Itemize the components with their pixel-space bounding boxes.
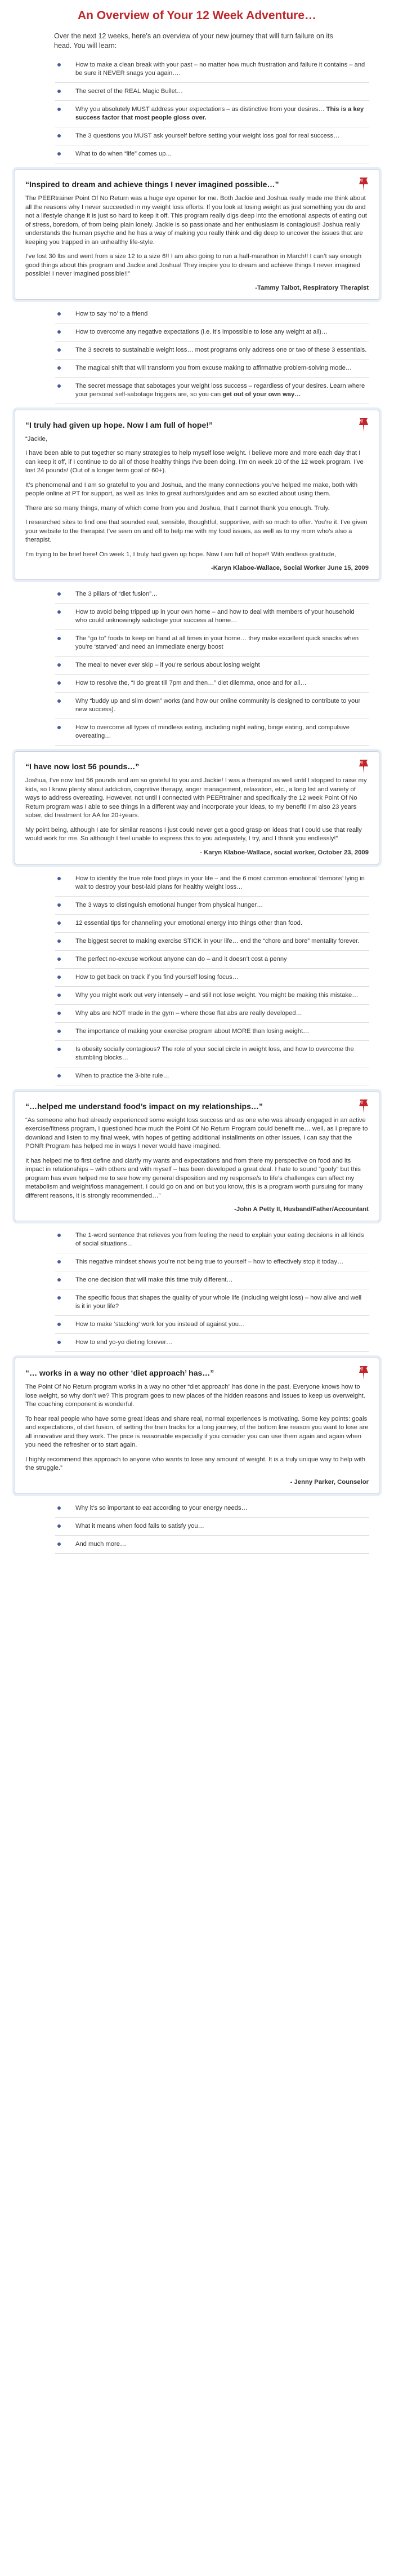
- list-item-text: Why abs are NOT made in the gym – where those flat abs are really developed…: [75, 1009, 302, 1017]
- list-item: [55, 1289, 369, 1316]
- list-item-text: The 3 secrets to sustainable weight loss… most programs only address one or two of these 3 essentials.: [75, 346, 367, 353]
- page: [6, 0, 388, 1554]
- list-item-text: How to identify the true role food plays in your life – and the 6 most common emotional ‘demons’ lying in wait to destroy your best-laid plans for healthy weight loss…: [75, 875, 365, 890]
- testimonial-signature: - Karyn Klaboe-Wallace, social worker, October 23, 2009: [200, 849, 369, 856]
- testimonial-paragraph: It has helped me to first define and clarify my wants and expectations and from there my perspective on food and its impact in relationships – with others and with myself – has been developed a great deal. I hate to sound “goofy” but this program has even helped me to see how my general disposition and my response/s to life’s challenges can affect my metabolism and weight/loss management. I could go on and on but you know, this is a program worth pursuing for many different reasons, it is strongly recommended…”: [25, 1157, 363, 1199]
- feature-list: [55, 1227, 369, 1352]
- list-item-text: The biggest secret to making exercise STICK in your life… end the “chore and bore” mentality forever.: [75, 937, 360, 945]
- bullet-dot-icon: [57, 1234, 61, 1237]
- list-item-text: The 3 pillars of “diet fusion”…: [75, 591, 158, 597]
- list-item: [55, 586, 369, 604]
- list-item-text: Why you might work out very intensely – and still not lose weight. You might be making this mistake…: [75, 991, 359, 999]
- bullet-dot-icon: [57, 1524, 61, 1528]
- list-item-text: The magical shift that will transform you from excuse making to affirmative problem-solving mode…: [75, 364, 352, 371]
- bullet-dot-icon: [57, 1542, 61, 1546]
- list-item: [55, 360, 369, 378]
- bullet-dot-icon: [57, 699, 61, 703]
- list-item-text: This negative mindset shows you’re not being true to yourself – how to effectively stop it today…: [75, 1258, 344, 1265]
- testimonial-heading: “… works in a way no other ‘diet approach’ has…”: [25, 1368, 214, 1377]
- bullet-dot-icon: [57, 939, 61, 943]
- testimonial-paragraph: Joshua, I’ve now lost 56 pounds and am so grateful to you and Jackie! I was a therapist as well until I stopped to raise my kids, so I know plenty about addiction, cognitive therapy, anger management, relaxation, etc., a long list and variety of ways to address overeating. However, not until I connected with PEERtrainer and specifically the 12 week Point Of No Return program was I able to see things in a different way and incorporate your ideas, to my benefit! I’m also 23 years sober, did treatment for AA for 20+years.: [25, 777, 367, 819]
- bullet-dot-icon: [57, 637, 61, 640]
- testimonial-heading: “Inspired to dream and achieve things I never imagined possible…”: [25, 180, 279, 189]
- bullet-dot-icon: [57, 903, 61, 907]
- feature-list: [55, 305, 369, 404]
- bullet-dot-icon: [57, 976, 61, 979]
- bullet-dot-icon: [57, 312, 61, 316]
- testimonial-card: [15, 751, 379, 864]
- testimonial-heading: “I have now lost 56 pounds…”: [25, 762, 140, 771]
- bullet-dot-icon: [57, 1012, 61, 1015]
- list-item: [55, 1023, 369, 1041]
- list-item-text: How to get back on track if you find yourself losing focus…: [75, 973, 239, 981]
- bullet-dot-icon: [57, 610, 61, 614]
- list-item: [55, 969, 369, 987]
- list-item-text: Why “buddy up and slim down” works (and how our online community is designed to contribute to your new success).: [75, 698, 361, 713]
- bullet-dot-icon: [57, 384, 61, 388]
- testimonial-signature: -Karyn Klaboe-Wallace, Social Worker June 15, 2009: [211, 565, 369, 571]
- bullet-dot-icon: [57, 1341, 61, 1344]
- testimonial-paragraph: I researched sites to find one that sounded real, sensible, thoughtful, supportive, with so much to offer. You’re it. I’ve given your website to the therapist I’ve seen on and off to help me with my food issues, as well as to my mom who’s also a therapist.: [25, 519, 368, 543]
- list-item: [55, 145, 369, 163]
- list-item: [55, 719, 369, 746]
- pushpin-icon: [356, 1097, 371, 1114]
- testimonial-card: [15, 1091, 379, 1222]
- list-item: [55, 951, 369, 969]
- list-item: [55, 1005, 369, 1023]
- testimonial-signature: -John A Petty II, Husband/Father/Accountant: [234, 1206, 369, 1213]
- list-item: [55, 127, 369, 145]
- list-item-text: How to make a clean break with your past – no matter how much frustration and failure it contains – and be sure it NEVER snags you again….: [75, 61, 365, 77]
- bullet-dot-icon: [57, 726, 61, 729]
- bullet-dot-icon: [57, 134, 61, 138]
- testimonial-paragraph: “As someone who had already experienced some weight loss success and as one who was already engaged in an active exercise/fitness program, I questioned how much the Point Of No Return Program could benefit me… well, as I prepare to download and listen to my final week, with hopes of getting additional installments on other issues, I can say that the PONR Program has helped me in ways I never would have imagined.: [25, 1116, 368, 1150]
- bullet-dot-icon: [57, 152, 61, 156]
- list-item-text: How to overcome all types of mindless eating, including night eating, binge eating, and compulsive overeating…: [75, 724, 350, 739]
- bullet-dot-icon: [57, 1048, 61, 1051]
- testimonial-heading: “I truly had given up hope. Now I am full of hope!”: [25, 420, 213, 429]
- bullet-dot-icon: [57, 681, 61, 685]
- bullet-dot-icon: [57, 330, 61, 334]
- list-item: [55, 693, 369, 719]
- list-item-text: What it means when food fails to satisfy you…: [75, 1522, 204, 1529]
- testimonial-card: [15, 410, 379, 580]
- bullet-dot-icon: [57, 1296, 61, 1300]
- list-item: [55, 870, 369, 897]
- feature-list: [55, 56, 369, 163]
- testimonial-paragraph: “Jackie,: [25, 435, 47, 442]
- list-item: [55, 933, 369, 951]
- testimonial-paragraph: To hear real people who have some great ideas and share real, normal experiences is motivating. Some key points: goals and expectations, of diet fusion, of setting the train tracks for a long journey, of the bottom line reason you want to lose are all innovative and they work. The price is reasonable especially if you consider you can use them again and again when you need the refresher or to start again.: [25, 1415, 369, 1448]
- list-item: [55, 378, 369, 404]
- list-item-text: Is obesity socially contagious? The role of your social circle in weight loss, and how to overcome the stumbling blocks…: [75, 1045, 354, 1061]
- testimonial-card: [15, 169, 379, 300]
- list-item: [55, 915, 369, 933]
- list-item-text: The perfect no-excuse workout anyone can do – and it doesn’t cost a penny: [75, 955, 287, 963]
- bullet-dot-icon: [57, 1030, 61, 1033]
- list-item: [55, 897, 369, 915]
- pushpin-icon: [356, 175, 371, 192]
- list-item: [55, 630, 369, 657]
- bullet-dot-icon: [57, 921, 61, 925]
- testimonial-signature: -Tammy Talbot, Respiratory Therapist: [255, 284, 369, 291]
- bullet-dot-icon: [57, 1506, 61, 1510]
- testimonial-paragraph: I have been able to put together so many strategies to help myself lose weight. I believe more and more each day that I can keep it off, if I continue to do all of those healthy things I’ve been doing. I’m on week 10 of the 12 week program. I’ve lost 24 pounds! (Out of a longer term goal of 60+).: [25, 450, 364, 474]
- list-item: [55, 1334, 369, 1352]
- bullet-dot-icon: [57, 592, 61, 596]
- list-item: [55, 604, 369, 630]
- bullet-dot-icon: [57, 348, 61, 352]
- feature-list: [55, 870, 369, 1085]
- bullet-dot-icon: [57, 957, 61, 961]
- list-item: [55, 1271, 369, 1289]
- list-item-text: The “go to” foods to keep on hand at all times in your home… they make excellent quick snacks when you’re ‘starved’ and need an immediate energy boost: [75, 635, 359, 650]
- list-item: [55, 1316, 369, 1334]
- testimonial-paragraph: The PEERtrainer Point Of No Return was a huge eye opener for me. Both Jackie and Joshua really made me think about all the reasons why I never succeeded in my weight loss efforts. If you look at losing weight as just something you do and not a lifestyle change it is just so hard to keep it off. This program really digs deep into the emotional aspects of eating out of stress, boredom, of from being plain lonely. Jackie is so passionate and her enthusiasm is contagious!! Joshua really understands the human psyche and he has a way of making you really think and dig deep to uncover the issues that are keeping you trapped in an unhealthy life-style.: [25, 195, 367, 246]
- intro-text: Over the next 12 weeks, here’s an overview of your new journey that will turn failure on its head. You will learn:: [54, 32, 333, 50]
- pushpin-icon: [356, 416, 371, 433]
- list-item: [55, 1253, 369, 1271]
- list-item-text: What to do when “life” comes up…: [75, 150, 172, 157]
- list-item: [55, 305, 369, 323]
- testimonial-paragraph: I’ve lost 30 lbs and went from a size 12 to a size 6!! I am also going to run a half-marathon in March!! I can’t say enough good things about this program and Jackie and Joshua! They inspire you to dream and achieve things I never imagined possible! I never imagined possible!!”: [25, 253, 362, 277]
- list-item-text: The importance of making your exercise program about MORE than losing weight…: [75, 1027, 310, 1035]
- bullet-dot-icon: [57, 663, 61, 667]
- list-item-text: The 3 ways to distinguish emotional hunger from physical hunger…: [75, 901, 263, 908]
- bullet-dot-icon: [57, 1260, 61, 1263]
- list-item-text: The 3 questions you MUST ask yourself before setting your weight loss goal for real success…: [75, 132, 340, 139]
- testimonial-card: [15, 1358, 379, 1494]
- pushpin-icon: [356, 757, 371, 774]
- bullet-dot-icon: [57, 1323, 61, 1326]
- list-item: [55, 323, 369, 342]
- feature-list: [55, 1500, 369, 1554]
- testimonial-paragraph: I’m trying to be brief here! On week 1, I truly had given up hope. Now I am full of hope!! With endless gratitude,: [25, 551, 336, 558]
- bullet-dot-icon: [57, 90, 61, 93]
- bullet-dot-icon: [57, 1278, 61, 1282]
- list-item-text: The 1-word sentence that relieves you from feeling the need to explain your eating decisions in all kinds of social situations…: [75, 1232, 364, 1247]
- list-item-text: The meal to never ever skip – if you’re serious about losing weight: [75, 662, 260, 668]
- testimonial-signature: - Jenny Parker, Counselor: [290, 1478, 369, 1486]
- list-item-text: And much more…: [75, 1540, 127, 1548]
- list-item: [55, 1067, 369, 1085]
- testimonial-heading: “…helped me understand food’s impact on my relationships…”: [25, 1101, 263, 1111]
- list-item: [55, 101, 369, 127]
- list-item-text: How to overcome any negative expectations (i.e. it’s impossible to lose any weight at all)…: [75, 328, 328, 335]
- bullet-dot-icon: [57, 877, 61, 880]
- list-item-text: The specific focus that shapes the quality of your whole life (including weight loss) – how alive and well is it in your life?: [75, 1294, 362, 1310]
- list-item: [55, 657, 369, 675]
- testimonial-paragraph: It’s phenomenal and I am so grateful to you and Joshua, and the many connections you’ve helped me make, both with people online at PT for support, as well as links to great authors/guides and am so excited about using them.: [25, 481, 358, 497]
- list-item-text: The secret message that sabotages your weight loss success – regardless of your desires. Learn where your personal self-sabotage triggers are, so you can: [75, 382, 365, 398]
- list-item-text: How to end yo-yo dieting forever…: [75, 1339, 173, 1346]
- list-item-text: Why you absolutely MUST address your expectations – as distinctive from your desires…: [75, 106, 326, 113]
- list-item: [55, 342, 369, 360]
- bullet-dot-icon: [57, 366, 61, 370]
- list-item-text: The one decision that will make this time truly different…: [75, 1276, 233, 1283]
- list-item-text: The secret of the REAL Magic Bullet…: [75, 88, 183, 95]
- bullet-dot-icon: [57, 63, 61, 66]
- bullet-dot-icon: [57, 108, 61, 111]
- feature-list: [55, 586, 369, 746]
- page-title: An Overview of Your 12 Week Adventure…: [77, 9, 317, 22]
- list-item: [55, 1536, 369, 1554]
- list-item: [55, 56, 369, 83]
- list-item: [55, 1500, 369, 1518]
- testimonial-paragraph: There are so many things, many of which come from you and Joshua, that I cannot thank you enough. Truly.: [25, 504, 330, 512]
- testimonial-paragraph: My point being, although I ate for similar reasons I just could never get a good grasp on ideas that I could use that really would work for me. So although I feel unable to express this to you adequately, I try, and I thank you endlessly!”: [25, 826, 362, 842]
- list-item: [55, 83, 369, 101]
- list-item-text: Why it’s so important to eat according to your energy needs…: [75, 1504, 248, 1511]
- list-item-emphasis: This is a key success factor that most people gloss over.: [75, 106, 364, 121]
- pushpin-icon: [356, 1364, 371, 1381]
- testimonial-paragraph: I highly recommend this approach to anyone who wants to lose any amount of weight. It is a truly unique way to help with the struggle.”: [25, 1456, 366, 1471]
- bullet-dot-icon: [57, 1074, 61, 1078]
- list-item-text: How to make ‘stacking’ work for you instead of against you…: [75, 1321, 245, 1328]
- list-item-text: How to resolve the, “I do great till 7pm and then…” diet dilemma, once and for all…: [75, 680, 307, 686]
- list-item: [55, 1227, 369, 1253]
- content-sections: [6, 56, 388, 1554]
- list-item: [55, 675, 369, 693]
- list-item-text: How to say ‘no’ to a friend: [75, 310, 148, 317]
- list-item-emphasis: get out of your own way…: [222, 391, 301, 398]
- list-item: [55, 1041, 369, 1067]
- testimonial-paragraph: The Point Of No Return program works in a way no other “diet approach” has done in the past. Everyone knows how to lose weight, so why don’t we? This program goes to new places of the hidden reasons and issues to keep us overweight. The coaching component is wonderful.: [25, 1384, 365, 1408]
- list-item-text: When to practice the 3-bite rule…: [75, 1072, 169, 1079]
- bullet-dot-icon: [57, 994, 61, 997]
- list-item-text: How to avoid being tripped up in your own home – and how to deal with members of your household who could unknowingly sabotage your success at home…: [75, 609, 355, 624]
- list-item: [55, 987, 369, 1005]
- list-item: [55, 1518, 369, 1536]
- list-item-text: 12 essential tips for channeling your emotional energy into things other than food.: [75, 919, 303, 926]
